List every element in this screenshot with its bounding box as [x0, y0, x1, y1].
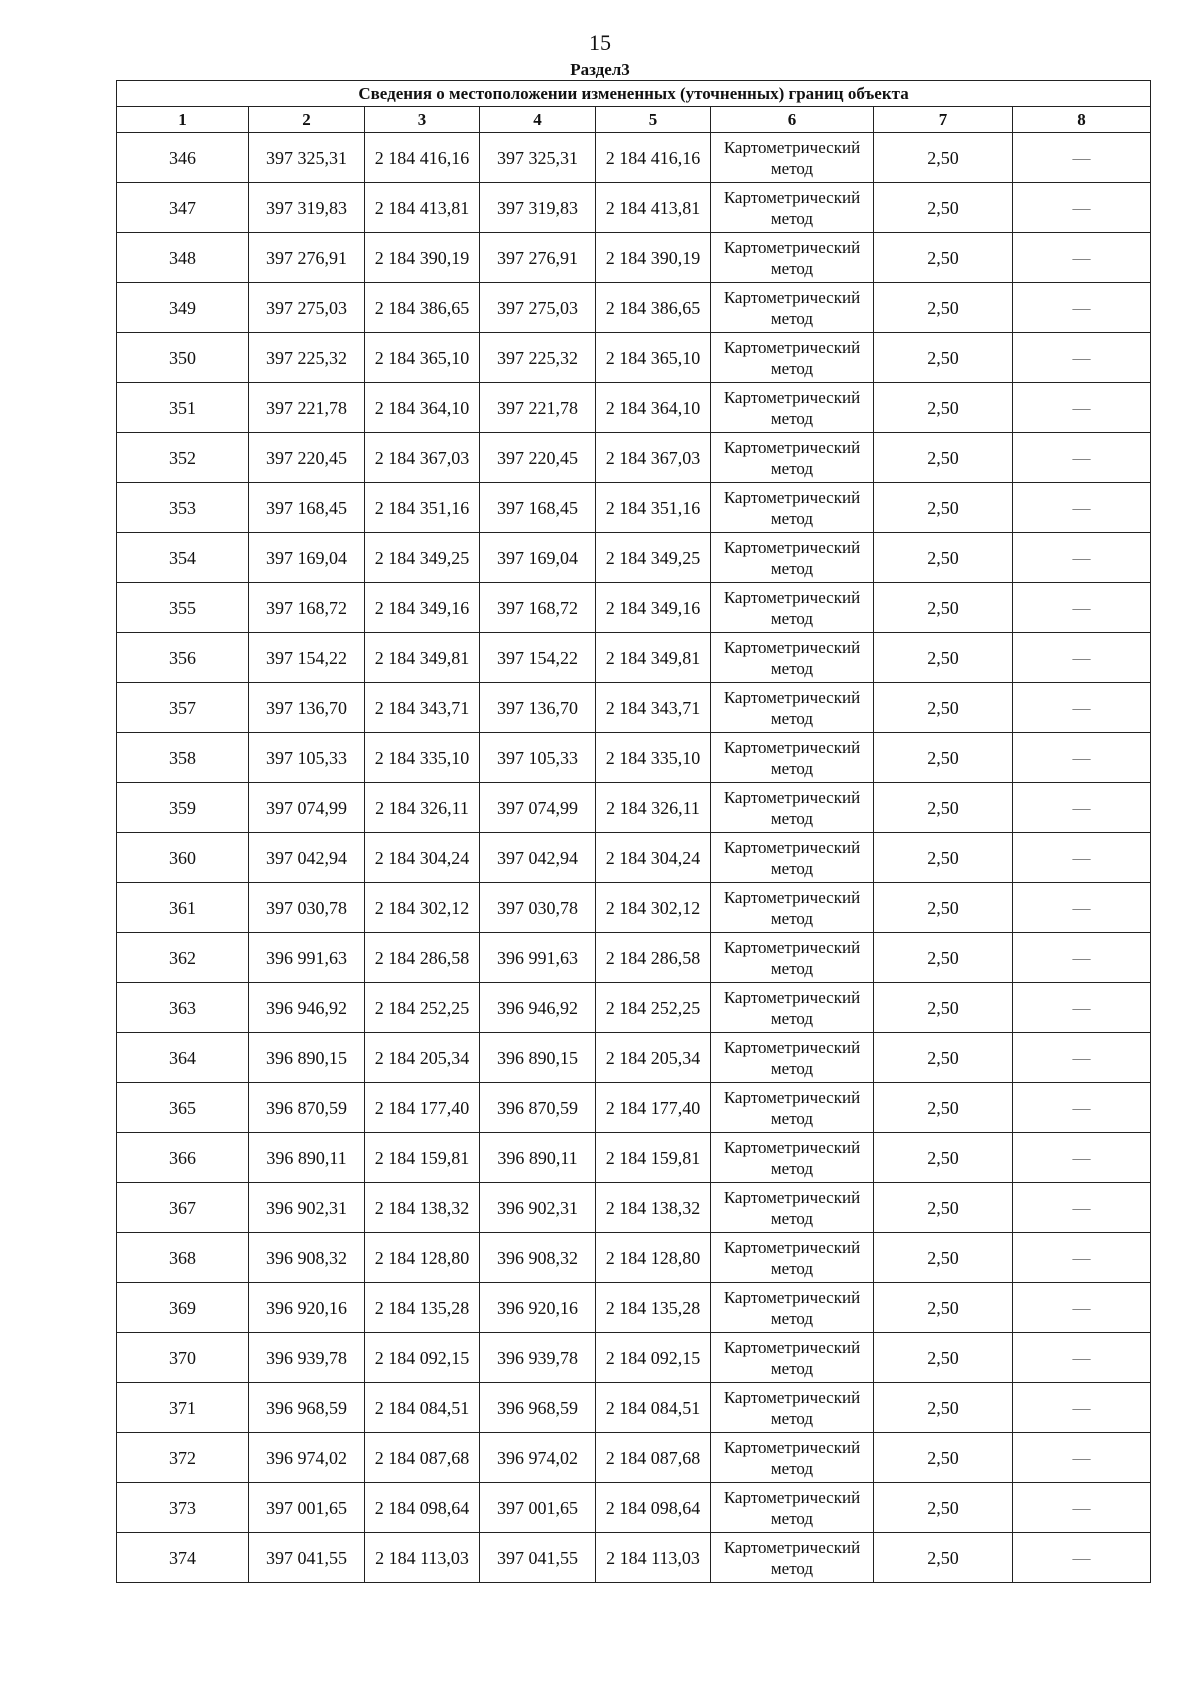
cell-y-existing: 2 184 138,32 [365, 1183, 480, 1233]
cell-accuracy: 2,50 [874, 633, 1013, 683]
cell-accuracy: 2,50 [874, 983, 1013, 1033]
cell-method: Картометрический метод [711, 633, 874, 683]
cell-y-new: 2 184 416,16 [596, 133, 711, 183]
table-row [117, 433, 1151, 483]
cell-x-new: 397 042,94 [480, 833, 596, 883]
cell-point-number: 359 [117, 783, 249, 833]
cell-y-new: 2 184 205,34 [596, 1033, 711, 1083]
cell-method: Картометрический метод [711, 1383, 874, 1433]
cell-x-new: 397 105,33 [480, 733, 596, 783]
cell-x-existing: 396 939,78 [249, 1333, 365, 1383]
cell-y-existing: 2 184 084,51 [365, 1383, 480, 1433]
cell-y-existing: 2 184 364,10 [365, 383, 480, 433]
table-row [117, 1133, 1151, 1183]
cell-x-existing: 397 225,32 [249, 333, 365, 383]
cell-note: — [1013, 1033, 1151, 1083]
cell-point-number: 373 [117, 1483, 249, 1533]
cell-y-new: 2 184 304,24 [596, 833, 711, 883]
cell-point-number: 374 [117, 1533, 249, 1583]
cell-x-new: 397 136,70 [480, 683, 596, 733]
cell-x-new: 397 276,91 [480, 233, 596, 283]
cell-method: Картометрический метод [711, 583, 874, 633]
cell-y-new: 2 184 349,25 [596, 533, 711, 583]
cell-y-existing: 2 184 343,71 [365, 683, 480, 733]
cell-accuracy: 2,50 [874, 883, 1013, 933]
cell-accuracy: 2,50 [874, 833, 1013, 883]
cell-note: — [1013, 133, 1151, 183]
cell-x-existing: 396 870,59 [249, 1083, 365, 1133]
cell-note: — [1013, 983, 1151, 1033]
cell-y-existing: 2 184 286,58 [365, 933, 480, 983]
cell-y-new: 2 184 386,65 [596, 283, 711, 333]
cell-y-existing: 2 184 390,19 [365, 233, 480, 283]
cell-point-number: 350 [117, 333, 249, 383]
cell-y-existing: 2 184 135,28 [365, 1283, 480, 1333]
cell-y-new: 2 184 349,16 [596, 583, 711, 633]
table-row [117, 1083, 1151, 1133]
cell-y-existing: 2 184 351,16 [365, 483, 480, 533]
cell-accuracy: 2,50 [874, 1383, 1013, 1433]
column-header-6: 6 [711, 107, 874, 133]
cell-x-existing: 396 946,92 [249, 983, 365, 1033]
cell-point-number: 347 [117, 183, 249, 233]
cell-point-number: 365 [117, 1083, 249, 1133]
cell-y-existing: 2 184 386,65 [365, 283, 480, 333]
table-row [117, 683, 1151, 733]
column-header-2: 2 [249, 107, 365, 133]
cell-y-new: 2 184 390,19 [596, 233, 711, 283]
cell-method: Картометрический метод [711, 383, 874, 433]
cell-x-new: 397 168,45 [480, 483, 596, 533]
table-row [117, 133, 1151, 183]
column-header-4: 4 [480, 107, 596, 133]
cell-y-new: 2 184 367,03 [596, 433, 711, 483]
cell-note: — [1013, 733, 1151, 783]
cell-point-number: 353 [117, 483, 249, 533]
cell-y-new: 2 184 351,16 [596, 483, 711, 533]
cell-y-existing: 2 184 335,10 [365, 733, 480, 783]
cell-accuracy: 2,50 [874, 1033, 1013, 1083]
cell-point-number: 372 [117, 1433, 249, 1483]
cell-method: Картометрический метод [711, 183, 874, 233]
cell-method: Картометрический метод [711, 783, 874, 833]
cell-method: Картометрический метод [711, 1333, 874, 1383]
cell-method: Картометрический метод [711, 433, 874, 483]
cell-accuracy: 2,50 [874, 1283, 1013, 1333]
cell-accuracy: 2,50 [874, 483, 1013, 533]
cell-point-number: 351 [117, 383, 249, 433]
cell-method: Картометрический метод [711, 1183, 874, 1233]
column-number-row [117, 107, 1151, 133]
cell-note: — [1013, 683, 1151, 733]
cell-note: — [1013, 483, 1151, 533]
cell-y-new: 2 184 343,71 [596, 683, 711, 733]
cell-note: — [1013, 883, 1151, 933]
cell-method: Картометрический метод [711, 883, 874, 933]
cell-note: — [1013, 383, 1151, 433]
cell-point-number: 363 [117, 983, 249, 1033]
cell-y-existing: 2 184 252,25 [365, 983, 480, 1033]
cell-y-new: 2 184 252,25 [596, 983, 711, 1033]
cell-point-number: 371 [117, 1383, 249, 1433]
cell-point-number: 349 [117, 283, 249, 333]
section-heading: Раздел3 [570, 60, 630, 79]
cell-x-new: 396 974,02 [480, 1433, 596, 1483]
cell-accuracy: 2,50 [874, 683, 1013, 733]
cell-y-new: 2 184 092,15 [596, 1333, 711, 1383]
cell-note: — [1013, 633, 1151, 683]
column-header-5: 5 [596, 107, 711, 133]
cell-accuracy: 2,50 [874, 1233, 1013, 1283]
cell-y-existing: 2 184 367,03 [365, 433, 480, 483]
cell-x-existing: 396 968,59 [249, 1383, 365, 1433]
cell-y-existing: 2 184 302,12 [365, 883, 480, 933]
cell-point-number: 356 [117, 633, 249, 683]
cell-y-existing: 2 184 304,24 [365, 833, 480, 883]
cell-point-number: 358 [117, 733, 249, 783]
cell-x-new: 397 319,83 [480, 183, 596, 233]
table-row [117, 583, 1151, 633]
cell-point-number: 346 [117, 133, 249, 183]
cell-accuracy: 2,50 [874, 1433, 1013, 1483]
cell-point-number: 354 [117, 533, 249, 583]
cell-accuracy: 2,50 [874, 1483, 1013, 1533]
cell-method: Картометрический метод [711, 833, 874, 883]
cell-x-existing: 397 042,94 [249, 833, 365, 883]
cell-accuracy: 2,50 [874, 933, 1013, 983]
cell-y-new: 2 184 098,64 [596, 1483, 711, 1533]
cell-x-new: 397 168,72 [480, 583, 596, 633]
cell-x-new: 396 908,32 [480, 1233, 596, 1283]
cell-point-number: 368 [117, 1233, 249, 1283]
table-row [117, 1233, 1151, 1283]
table-row [117, 333, 1151, 383]
cell-accuracy: 2,50 [874, 333, 1013, 383]
cell-y-new: 2 184 413,81 [596, 183, 711, 233]
cell-x-new: 396 870,59 [480, 1083, 596, 1133]
cell-y-new: 2 184 159,81 [596, 1133, 711, 1183]
cell-y-new: 2 184 302,12 [596, 883, 711, 933]
cell-note: — [1013, 933, 1151, 983]
cell-accuracy: 2,50 [874, 783, 1013, 833]
cell-note: — [1013, 1483, 1151, 1533]
cell-x-existing: 397 168,72 [249, 583, 365, 633]
cell-x-new: 396 946,92 [480, 983, 596, 1033]
table-row [117, 833, 1151, 883]
cell-y-new: 2 184 349,81 [596, 633, 711, 683]
cell-point-number: 370 [117, 1333, 249, 1383]
cell-y-new: 2 184 364,10 [596, 383, 711, 433]
table-row [117, 1383, 1151, 1433]
cell-x-existing: 397 030,78 [249, 883, 365, 933]
cell-point-number: 355 [117, 583, 249, 633]
cell-accuracy: 2,50 [874, 533, 1013, 583]
table-row [117, 883, 1151, 933]
table-row [117, 1183, 1151, 1233]
cell-note: — [1013, 333, 1151, 383]
cell-y-existing: 2 184 098,64 [365, 1483, 480, 1533]
cell-x-existing: 397 001,65 [249, 1483, 365, 1533]
cell-point-number: 362 [117, 933, 249, 983]
cell-x-existing: 397 325,31 [249, 133, 365, 183]
cell-y-existing: 2 184 159,81 [365, 1133, 480, 1183]
cell-point-number: 360 [117, 833, 249, 883]
cell-note: — [1013, 533, 1151, 583]
cell-x-existing: 397 221,78 [249, 383, 365, 433]
boundary-coordinates-table [116, 80, 1151, 1583]
cell-x-existing: 397 276,91 [249, 233, 365, 283]
cell-x-existing: 397 319,83 [249, 183, 365, 233]
cell-method: Картометрический метод [711, 1233, 874, 1283]
column-header-7: 7 [874, 107, 1013, 133]
cell-accuracy: 2,50 [874, 133, 1013, 183]
cell-x-new: 397 074,99 [480, 783, 596, 833]
cell-note: — [1013, 433, 1151, 483]
cell-accuracy: 2,50 [874, 183, 1013, 233]
cell-accuracy: 2,50 [874, 233, 1013, 283]
column-header-3: 3 [365, 107, 480, 133]
table-row [117, 1333, 1151, 1383]
cell-method: Картометрический метод [711, 1033, 874, 1083]
table-row [117, 733, 1151, 783]
cell-note: — [1013, 1283, 1151, 1333]
cell-x-existing: 396 974,02 [249, 1433, 365, 1483]
cell-method: Картометрический метод [711, 1533, 874, 1583]
cell-method: Картометрический метод [711, 483, 874, 533]
table-row [117, 933, 1151, 983]
cell-y-existing: 2 184 365,10 [365, 333, 480, 383]
cell-x-new: 396 920,16 [480, 1283, 596, 1333]
cell-y-new: 2 184 335,10 [596, 733, 711, 783]
cell-point-number: 361 [117, 883, 249, 933]
cell-y-existing: 2 184 205,34 [365, 1033, 480, 1083]
cell-x-new: 396 991,63 [480, 933, 596, 983]
cell-method: Картометрический метод [711, 533, 874, 583]
cell-x-existing: 397 275,03 [249, 283, 365, 333]
cell-x-new: 397 001,65 [480, 1483, 596, 1533]
table-row [117, 1433, 1151, 1483]
cell-note: — [1013, 783, 1151, 833]
cell-method: Картометрический метод [711, 733, 874, 783]
cell-accuracy: 2,50 [874, 1183, 1013, 1233]
table-row [117, 1033, 1151, 1083]
table-row [117, 383, 1151, 433]
table-row [117, 283, 1151, 333]
cell-x-new: 397 220,45 [480, 433, 596, 483]
cell-x-new: 396 939,78 [480, 1333, 596, 1383]
cell-note: — [1013, 1083, 1151, 1133]
cell-accuracy: 2,50 [874, 733, 1013, 783]
cell-accuracy: 2,50 [874, 1333, 1013, 1383]
cell-point-number: 369 [117, 1283, 249, 1333]
cell-y-existing: 2 184 349,81 [365, 633, 480, 683]
cell-x-new: 397 221,78 [480, 383, 596, 433]
cell-note: — [1013, 1233, 1151, 1283]
cell-x-new: 397 275,03 [480, 283, 596, 333]
cell-x-new: 397 030,78 [480, 883, 596, 933]
cell-y-new: 2 184 128,80 [596, 1233, 711, 1283]
cell-y-existing: 2 184 128,80 [365, 1233, 480, 1283]
table-row [117, 783, 1151, 833]
cell-x-existing: 397 041,55 [249, 1533, 365, 1583]
cell-x-new: 397 041,55 [480, 1533, 596, 1583]
cell-y-existing: 2 184 413,81 [365, 183, 480, 233]
cell-accuracy: 2,50 [874, 1083, 1013, 1133]
table-row [117, 533, 1151, 583]
cell-x-existing: 396 920,16 [249, 1283, 365, 1333]
cell-x-new: 397 325,31 [480, 133, 596, 183]
cell-point-number: 352 [117, 433, 249, 483]
cell-y-existing: 2 184 349,16 [365, 583, 480, 633]
cell-y-existing: 2 184 092,15 [365, 1333, 480, 1383]
cell-y-existing: 2 184 326,11 [365, 783, 480, 833]
table-row [117, 633, 1151, 683]
cell-x-existing: 396 902,31 [249, 1183, 365, 1233]
cell-y-existing: 2 184 087,68 [365, 1433, 480, 1483]
cell-note: — [1013, 283, 1151, 333]
cell-x-existing: 396 890,15 [249, 1033, 365, 1083]
cell-y-new: 2 184 087,68 [596, 1433, 711, 1483]
cell-y-existing: 2 184 177,40 [365, 1083, 480, 1133]
cell-note: — [1013, 1133, 1151, 1183]
cell-x-new: 396 968,59 [480, 1383, 596, 1433]
table-row [117, 183, 1151, 233]
cell-method: Картометрический метод [711, 233, 874, 283]
table-row [117, 1283, 1151, 1333]
cell-x-existing: 397 074,99 [249, 783, 365, 833]
cell-x-new: 397 154,22 [480, 633, 596, 683]
cell-y-existing: 2 184 113,03 [365, 1533, 480, 1583]
cell-y-new: 2 184 326,11 [596, 783, 711, 833]
cell-note: — [1013, 183, 1151, 233]
cell-method: Картометрический метод [711, 1283, 874, 1333]
table-body [117, 133, 1151, 1583]
cell-point-number: 357 [117, 683, 249, 733]
cell-accuracy: 2,50 [874, 383, 1013, 433]
cell-x-existing: 396 890,11 [249, 1133, 365, 1183]
cell-x-new: 396 890,15 [480, 1033, 596, 1083]
table-row [117, 1483, 1151, 1533]
table-row [117, 1533, 1151, 1583]
cell-note: — [1013, 233, 1151, 283]
page-number: 15 [589, 30, 611, 55]
column-header-1: 1 [117, 107, 249, 133]
cell-method: Картометрический метод [711, 933, 874, 983]
cell-y-new: 2 184 365,10 [596, 333, 711, 383]
cell-x-existing: 397 220,45 [249, 433, 365, 483]
cell-x-existing: 396 991,63 [249, 933, 365, 983]
cell-x-existing: 397 168,45 [249, 483, 365, 533]
cell-x-existing: 397 169,04 [249, 533, 365, 583]
cell-point-number: 366 [117, 1133, 249, 1183]
table-row [117, 483, 1151, 533]
cell-note: — [1013, 1333, 1151, 1383]
cell-point-number: 348 [117, 233, 249, 283]
cell-note: — [1013, 1383, 1151, 1433]
table-title: Сведения о местоположении измененных (уточненных) границ объекта [117, 81, 1151, 107]
cell-method: Картометрический метод [711, 133, 874, 183]
cell-point-number: 367 [117, 1183, 249, 1233]
cell-note: — [1013, 583, 1151, 633]
cell-x-existing: 397 154,22 [249, 633, 365, 683]
cell-y-new: 2 184 177,40 [596, 1083, 711, 1133]
cell-y-new: 2 184 138,32 [596, 1183, 711, 1233]
cell-accuracy: 2,50 [874, 1533, 1013, 1583]
cell-method: Картометрический метод [711, 333, 874, 383]
cell-method: Картометрический метод [711, 283, 874, 333]
cell-method: Картометрический метод [711, 1133, 874, 1183]
cell-x-new: 397 225,32 [480, 333, 596, 383]
cell-point-number: 364 [117, 1033, 249, 1083]
cell-note: — [1013, 833, 1151, 883]
cell-y-new: 2 184 113,03 [596, 1533, 711, 1583]
cell-x-existing: 397 105,33 [249, 733, 365, 783]
cell-x-new: 396 902,31 [480, 1183, 596, 1233]
cell-x-existing: 397 136,70 [249, 683, 365, 733]
cell-note: — [1013, 1533, 1151, 1583]
table-row [117, 983, 1151, 1033]
cell-accuracy: 2,50 [874, 583, 1013, 633]
cell-accuracy: 2,50 [874, 433, 1013, 483]
table-row [117, 233, 1151, 283]
cell-method: Картометрический метод [711, 983, 874, 1033]
cell-x-existing: 396 908,32 [249, 1233, 365, 1283]
cell-x-new: 396 890,11 [480, 1133, 596, 1183]
cell-method: Картометрический метод [711, 683, 874, 733]
cell-method: Картометрический метод [711, 1083, 874, 1133]
cell-y-existing: 2 184 349,25 [365, 533, 480, 583]
cell-x-new: 397 169,04 [480, 533, 596, 583]
cell-method: Картометрический метод [711, 1433, 874, 1483]
cell-accuracy: 2,50 [874, 1133, 1013, 1183]
cell-note: — [1013, 1183, 1151, 1233]
cell-y-new: 2 184 084,51 [596, 1383, 711, 1433]
cell-y-new: 2 184 135,28 [596, 1283, 711, 1333]
cell-y-existing: 2 184 416,16 [365, 133, 480, 183]
column-header-8: 8 [1013, 107, 1151, 133]
cell-y-new: 2 184 286,58 [596, 933, 711, 983]
cell-method: Картометрический метод [711, 1483, 874, 1533]
cell-accuracy: 2,50 [874, 283, 1013, 333]
cell-note: — [1013, 1433, 1151, 1483]
